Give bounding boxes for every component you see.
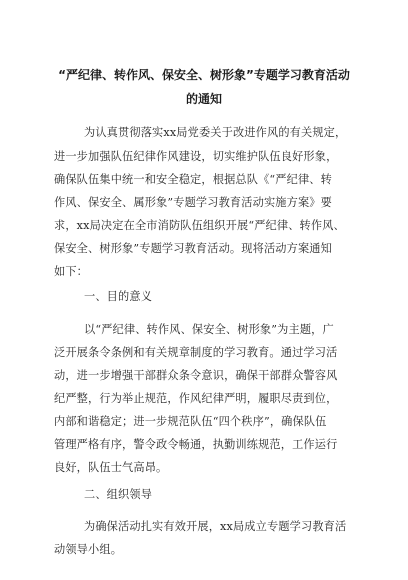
paragraph-line: 内部和谐稳定；进一步规范队伍“四个秩序”，确保队伍 [54, 415, 327, 428]
paragraph-line: 动，进一步增强干部群众条令意识，确保干部群众警容风 [54, 369, 338, 382]
paragraph-line: 求，xx局决定在全市消防队伍组织开展“严纪律、转作风、 [54, 219, 345, 232]
document-title-line-1: “严纪律、转作风、保安全、树形象”专题学习教育活动 [58, 68, 350, 82]
paragraph-line: 良好，队伍士气高昂。 [54, 461, 168, 474]
paragraph-line: 作风、保安全、属形象”专题学习教育活动实施方案》要 [54, 196, 332, 209]
paragraph-line: 进一步加强队伍纪律作风建设，切实维护队伍良好形象， [54, 150, 338, 163]
paragraph-line: 为确保活动扎实有效开展，xx局成立专题学习教育活 [84, 520, 347, 533]
paragraph-line: 动领导小组。 [54, 543, 123, 556]
paragraph-line: 泛开展条令条例和有关规章制度的学习教育。通过学习活 [54, 346, 338, 359]
section-heading-purpose: 一、目的意义 [84, 290, 153, 303]
document-title-line-2: 的通知 [185, 92, 222, 106]
paragraph-line: 管理严格有序，警令政令畅通，执勤训练规范，工作运行 [54, 438, 338, 451]
paragraph-line: 为认真贯彻落实xx局党委关于改进作风的有关规定， [84, 126, 347, 139]
section-heading-organization: 二、组织领导 [84, 488, 153, 501]
paragraph-line: 保安全、树形象”专题学习教育活动。现将活动方案通知 [54, 242, 332, 255]
paragraph-line: 纪严整，行为举止规范，作风纪律严明，履职尽责到位， [54, 392, 338, 405]
paragraph-line: 如下： [54, 265, 89, 278]
paragraph-line: 以“严纪律、转作风、保安全、树形象”为主题，广 [84, 323, 334, 336]
paragraph-line: 确保队伍集中统一和安全稳定，根据总队《“严纪律、转 [54, 173, 332, 186]
